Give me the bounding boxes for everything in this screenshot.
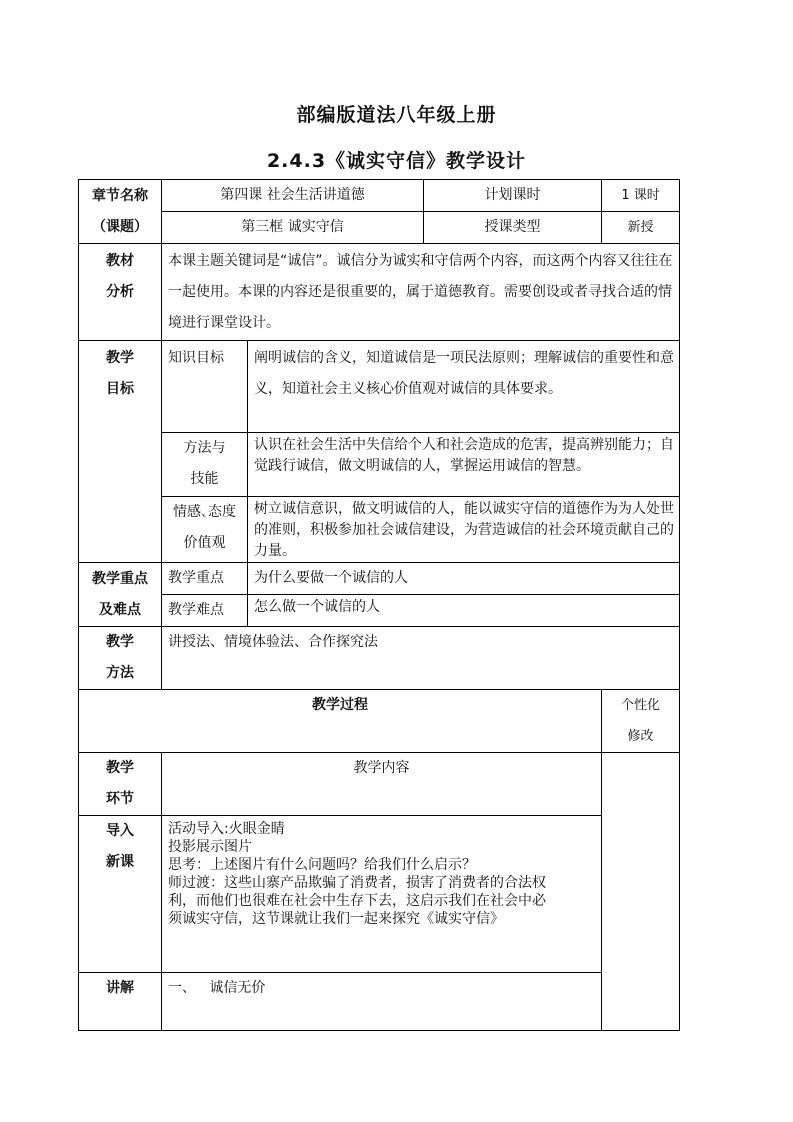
lesson-type-value: 新授 xyxy=(602,212,680,244)
analysis-text: 本课主题关键词是“诚信”。诚信分为诚实和守信两个内容，而这两个内容又往往在一起使用。本课的内容还是很重要的，属于道德教育。需要创设或者寻找合适的情境进行课堂设计。 xyxy=(162,244,680,341)
emotion-goal-text: 树立诚信意识，做文明诚信的人，能以诚实守信的道德作为为人处世的准则，积极参加社会诚信建设，为营造诚信的社会环境贡献自己的力量。 xyxy=(248,497,680,563)
methods-label: 教学 方法 xyxy=(79,627,162,690)
intro-line: 思考：上述图片有什么问题吗？给我们什么启示？ xyxy=(168,857,476,873)
key-points-label: 教学重点 及难点 xyxy=(79,563,162,627)
difficulty-text: 怎么做一个诚信的人 xyxy=(248,595,680,627)
chapter-lesson: 第四课 社会生活讲道德 xyxy=(162,180,424,212)
intro-line: 利，而他们也很难在社会中生存下去，这启示我们在社会中必 xyxy=(168,893,546,909)
chapter-frame: 第三框 诚实守信 xyxy=(162,212,424,244)
chapter-label: 章节名称 （课题） xyxy=(79,180,162,244)
stage-label: 教学 环节 xyxy=(79,753,162,816)
intro-line: 须诚实守信，这节课就让我们一起来探究《诚实守信》 xyxy=(168,911,504,927)
methods-text: 讲授法、情境体验法、合作探究法 xyxy=(162,627,680,690)
emotion-goal-label: 情感､态度 价值观 xyxy=(162,497,248,563)
planned-hours-label: 计划课时 xyxy=(424,180,602,212)
method-goal-text: 认识在社会生活中失信给个人和社会造成的危害，提高辨别能力；自觉践行诚信，做文明诚信的人，掌握运用诚信的智慧。 xyxy=(248,433,680,497)
intro-line: 投影展示图片 xyxy=(168,839,252,855)
focus-text: 为什么要做一个诚信的人 xyxy=(248,563,680,595)
process-title: 教学过程 xyxy=(79,690,602,753)
focus-label: 教学重点 xyxy=(162,563,248,595)
intro-line: 活动导入:火眼金睛 xyxy=(168,821,285,837)
analysis-label: 教材 分析 xyxy=(79,244,162,341)
intro-label: 导入 新课 xyxy=(79,816,162,973)
personalized-edit-label: 个性化 修改 xyxy=(602,690,680,753)
method-goal-label: 方法与 技能 xyxy=(162,433,248,497)
intro-line: 师过渡：这些山寨产品欺骗了消费者，损害了消费者的合法权 xyxy=(168,875,546,891)
lesson-type-label: 授课类型 xyxy=(424,212,602,244)
planned-hours-value: 1 课时 xyxy=(602,180,680,212)
content-header: 教学内容 xyxy=(162,753,602,816)
knowledge-goal-text: 阐明诚信的含义，知道诚信是一项民法原则；理解诚信的重要性和意义，知道社会主义核心价值观对诚信的具体要求。 xyxy=(248,341,680,433)
personalized-edit-column xyxy=(602,753,680,1031)
goals-label: 教学 目标 xyxy=(79,341,162,563)
document-subtitle: 2.4.3《诚实守信》教学设计 xyxy=(266,150,527,172)
difficulty-label: 教学难点 xyxy=(162,595,248,627)
document-title: 部编版道法八年级上册 xyxy=(296,104,497,126)
knowledge-goal-label: 知识目标 xyxy=(162,341,248,433)
lecture-label: 讲解 xyxy=(79,973,162,1031)
intro-content xyxy=(162,816,602,973)
lecture-item: 一、 诚信无价 xyxy=(162,973,602,1031)
lesson-plan-table xyxy=(78,179,680,1031)
